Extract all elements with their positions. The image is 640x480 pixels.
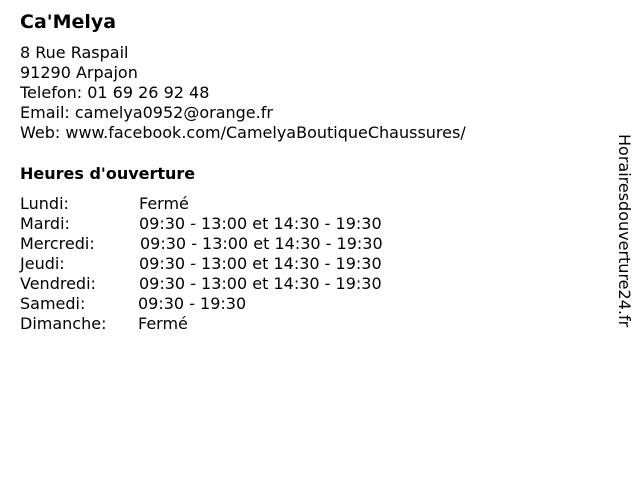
- city-postcode: 91290 Arpajon: [20, 63, 138, 82]
- business-name: Ca'Melya: [20, 11, 117, 33]
- website-link[interactable]: Web: www.facebook.com/CamelyaBoutiqueChaussures/: [20, 123, 466, 142]
- time-value: Fermé: [138, 314, 188, 333]
- contact-block: [20, 43, 466, 143]
- day-label: Mardi:: [20, 214, 70, 233]
- time-value: Fermé: [139, 194, 189, 213]
- day-label: Dimanche:: [20, 314, 107, 333]
- email-address: Email: camelya0952@orange.fr: [20, 103, 273, 122]
- street-address: 8 Rue Raspail: [20, 43, 129, 62]
- time-value: 09:30 - 13:00 et 14:30 - 19:30: [139, 254, 382, 273]
- day-label: Vendredi:: [20, 274, 96, 293]
- day-label: Mercredi:: [20, 234, 95, 253]
- phone-number: Telefon: 01 69 26 92 48: [20, 83, 210, 102]
- time-value: 09:30 - 19:30: [138, 294, 247, 313]
- time-value: 09:30 - 13:00 et 14:30 - 19:30: [139, 214, 382, 233]
- day-label: Jeudi:: [20, 254, 65, 273]
- day-label: Samedi:: [20, 294, 86, 313]
- time-value: 09:30 - 13:00 et 14:30 - 19:30: [139, 274, 382, 293]
- day-label: Lundi:: [20, 194, 69, 213]
- site-watermark: Horairesdouverture24.fr: [615, 134, 634, 328]
- hours-heading: Heures d'ouverture: [20, 164, 196, 183]
- time-value: 09:30 - 13:00 et 14:30 - 19:30: [140, 234, 383, 253]
